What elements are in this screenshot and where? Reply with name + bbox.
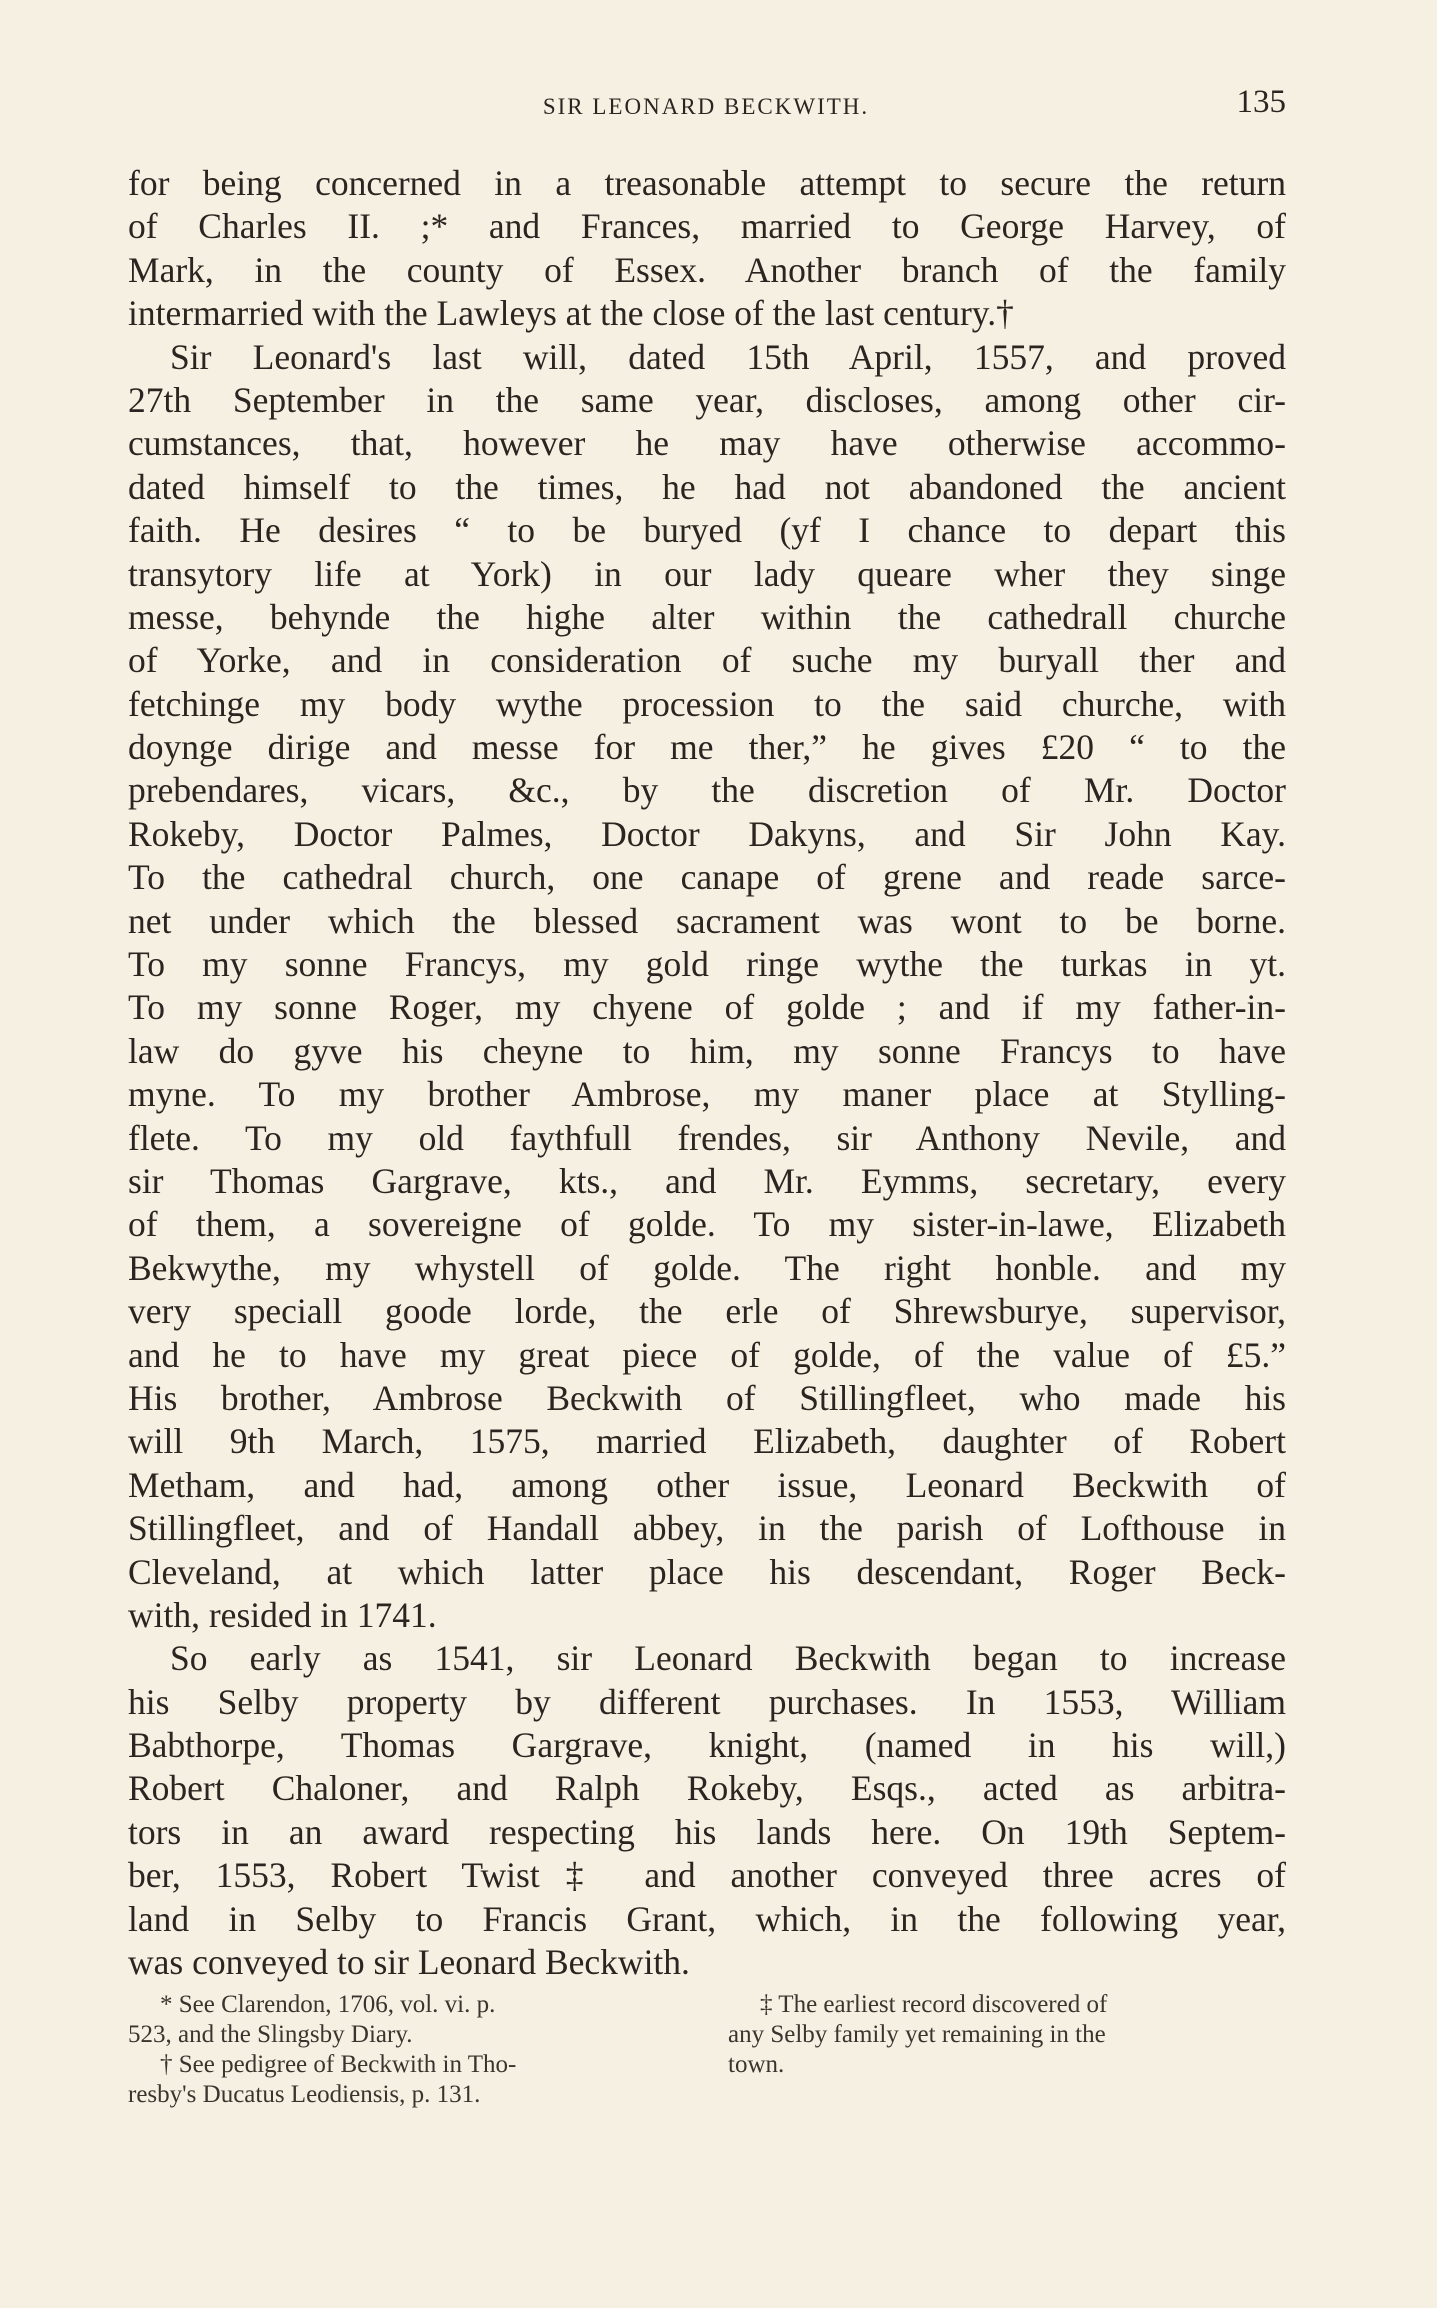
footnotes-left-column [128,1990,688,2110]
text-line: Cleveland, at which latter place his descendant, Roger Beck- [128,1551,1286,1592]
footnotes [128,1990,1286,2120]
text-line: 27th September in the same year, discloses, among other cir- [128,379,1286,420]
page-number: 135 [1236,84,1286,120]
text-line: intermarried with the Lawleys at the close of the last century.† [128,293,1014,334]
text-line: flete. To my old faythfull frendes, sir Anthony Nevile, and [128,1117,1286,1158]
text-line: Mark, in the county of Essex. Another branch of the family [128,249,1286,290]
text-line: Robert Chaloner, and Ralph Rokeby, Esqs., acted as arbitra- [128,1768,1286,1809]
text-line: land in Selby to Francis Grant, which, in the following year, [128,1898,1286,1939]
running-head [126,84,1286,134]
footnote-line: resby's Ducatus Leodiensis, p. 131. [128,2081,481,2108]
text-line: and he to have my great piece of golde, of the value of £5.” [128,1334,1286,1375]
text-line: net under which the blessed sacrament was wont to be borne. [128,900,1286,941]
text-line: His brother, Ambrose Beckwith of Stillingfleet, who made his [128,1377,1286,1418]
text-line: sir Thomas Gargrave, kts., and Mr. Eymms, secretary, every [128,1160,1286,1201]
text-line: prebendares, vicars, &c., by the discretion of Mr. Doctor [128,770,1286,811]
text-line: faith. He desires “ to be buryed (yf I chance to depart this [128,510,1286,551]
footnotes-right-column [728,1990,1286,2080]
text-line: To my sonne Francys, my gold ringe wythe the turkas in yt. [128,944,1286,985]
text-line: To the cathedral church, one canape of grene and reade sarce- [128,857,1286,898]
text-line: law do gyve his cheyne to him, my sonne Francys to have [128,1030,1286,1071]
paragraph-start-line: So early as 1541, sir Leonard Beckwith began to increase [170,1638,1286,1679]
text-line: was conveyed to sir Leonard Beckwith. [128,1942,690,1983]
text-line: To my sonne Roger, my chyene of golde ; and if my father-in- [128,987,1286,1028]
text-line: ber, 1553, Robert Twist‡ and another conveyed three acres of [128,1855,1286,1896]
text-line: with, resided in 1741. [128,1594,437,1635]
text-line: of Yorke, and in consideration of suche my buryall ther and [128,640,1286,681]
text-line: dated himself to the times, he had not abandoned the ancient [128,466,1286,507]
footnote-line: town. [728,2051,785,2078]
body-text [128,162,1286,1984]
footnote-line: any Selby family yet remaining in the [728,2021,1106,2048]
text-line: very speciall goode lorde, the erle of Shrewsburye, supervisor, [128,1291,1286,1332]
text-line: Metham, and had, among other issue, Leonard Beckwith of [128,1464,1286,1505]
text-line: doynge dirige and messe for me ther,” he gives £20 “ to the [128,727,1286,768]
text-line: Rokeby, Doctor Palmes, Doctor Dakyns, and Sir John Kay. [128,813,1286,854]
text-line: cumstances, that, however he may have otherwise accommo- [128,423,1286,464]
footnote-line: ‡ The earliest record discovered of [760,1991,1108,2018]
text-line: Stillingfleet, and of Handall abbey, in the parish of Lofthouse in [128,1508,1286,1549]
text-line: of them, a sovereigne of golde. To my sister-in-lawe, Elizabeth [128,1204,1286,1245]
text-line: myne. To my brother Ambrose, my maner place at Stylling- [128,1074,1286,1115]
text-line: tors in an award respecting his lands here. On 19th Septem- [128,1811,1286,1852]
footnote-line: 523, and the Slingsby Diary. [128,2021,413,2048]
text-line: Babthorpe, Thomas Gargrave, knight, (named in his will,) [128,1725,1286,1766]
text-line: messe, behynde the highe alter within the cathedrall churche [128,596,1286,637]
text-line: of Charles II. ;* and Frances, married to George Harvey, of [128,206,1286,247]
paragraph-start-line: Sir Leonard's last will, dated 15th April, 1557, and proved [170,336,1286,377]
text-line: for being concerned in a treasonable attempt to secure the return [128,163,1286,203]
text-line: will 9th March, 1575, married Elizabeth, daughter of Robert [128,1421,1286,1462]
running-title: SIR LEONARD BECKWITH. [542,94,870,119]
text-line: transytory life at York) in our lady queare wher they singe [128,553,1286,594]
footnote-line: * See Clarendon, 1706, vol. vi. p. [160,1991,496,2018]
text-line: fetchinge my body wythe procession to the said churche, with [128,683,1286,724]
text-line: his Selby property by different purchases. In 1553, William [128,1681,1286,1722]
footnote-line: † See pedigree of Beckwith in Tho- [160,2051,517,2078]
text-line: Bekwythe, my whystell of golde. The right honble. and my [128,1247,1286,1288]
